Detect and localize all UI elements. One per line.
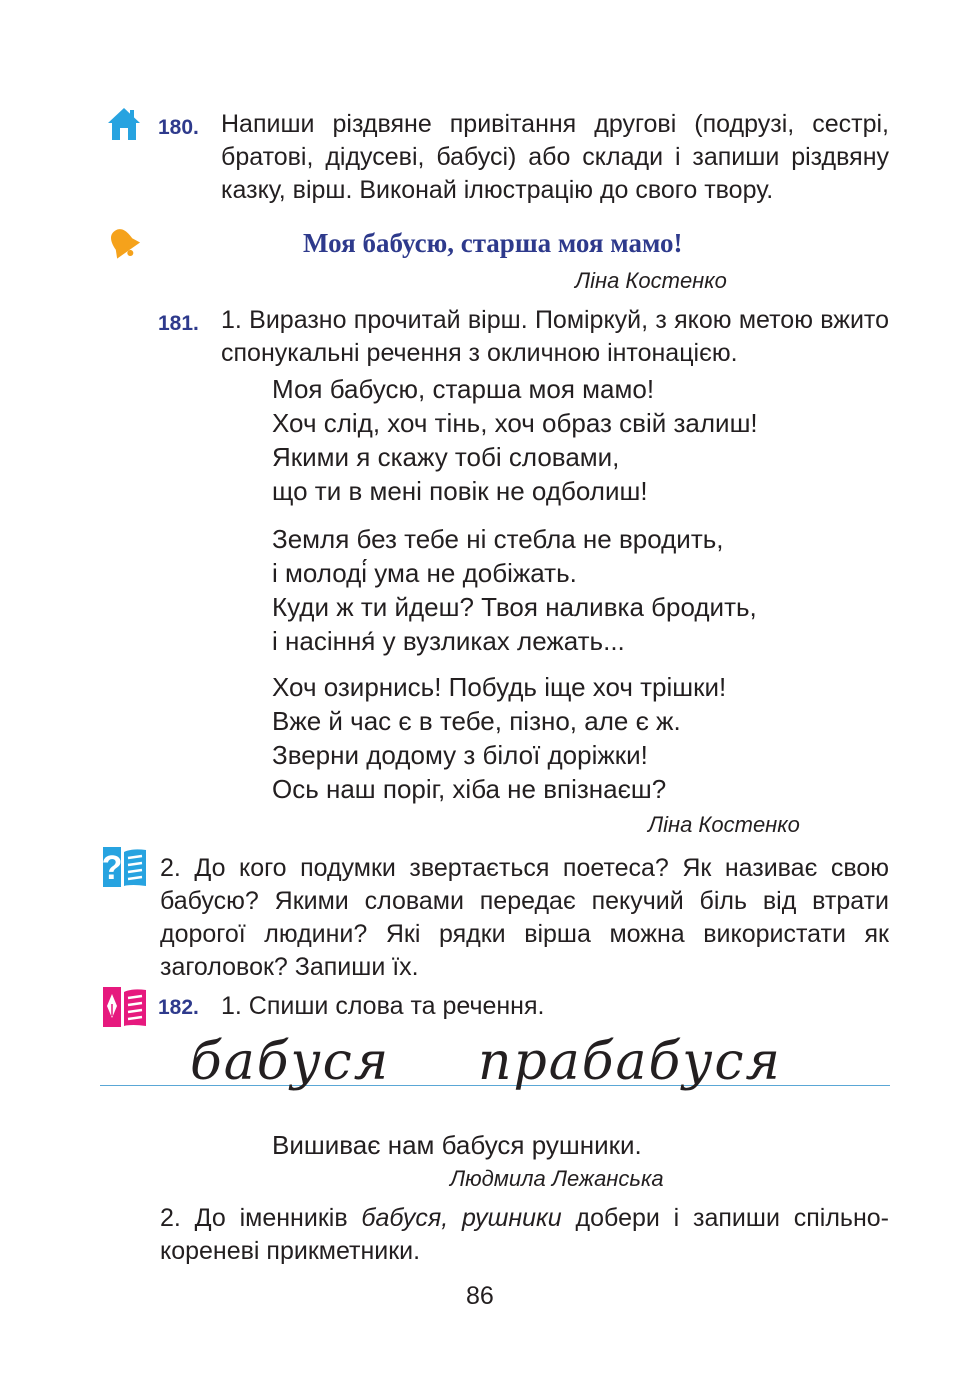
exercise-182-task1: 1. Спиши слова та речення.: [221, 992, 545, 1020]
poem-line: Земля без тебе ні стебла не вродить,: [272, 524, 724, 554]
poem-line: Якими я скажу тобі словами,: [272, 442, 620, 472]
poem-author: Ліна Костенко: [648, 812, 800, 837]
exercise-number-181: 181.: [158, 312, 199, 335]
poem-line: Вже й час є в тебе, пізно, але є ж.: [272, 706, 681, 736]
poem-line: Зверни додому з білої доріжки!: [272, 740, 648, 770]
example-sentence: Вишиває нам бабуся рушники.: [272, 1130, 642, 1160]
question-book-icon: [102, 846, 148, 888]
cursive-word-prababusia: прабабуся: [478, 1032, 782, 1092]
poem-line: Хоч слід, хоч тінь, хоч образ свій залиш!: [272, 408, 758, 438]
svg-text:?: ?: [102, 849, 123, 887]
poem-line: і молоді́ ума не добіжать.: [272, 558, 577, 588]
home-icon: [106, 106, 142, 142]
exercise-181-task2: 2. До кого подумки звертається поетеса? Як називає свою бабусю? Якими словами передає пекучий біль від втрати дорогої людини? Які рядки вірша можна використати як заголовок? Запиши їх.: [160, 854, 889, 981]
cursive-word-babusia: бабуся: [190, 1032, 391, 1092]
poem-title-author: Ліна Костенко: [575, 268, 727, 293]
pen-book-icon: [102, 986, 148, 1028]
poem-line: і насіння́ у вузликах лежать...: [272, 626, 625, 656]
poem-title: Моя бабусю, старша моя мамо!: [303, 228, 683, 258]
exercise-181-task1: 1. Виразно прочитай вірш. Поміркуй, з якою метою вжито спонукальні речення з окличною інтонацією.: [221, 306, 889, 367]
poem-stanza-1: [272, 372, 758, 508]
bell-icon: [104, 224, 144, 264]
sentence-author: Людмила Лежанська: [450, 1166, 664, 1191]
page-number: 86: [466, 1282, 494, 1310]
poem-stanza-2: [272, 522, 757, 658]
task2-end: добери і запиши спільно-кореневі прикметники.: [160, 1204, 889, 1265]
poem-line: Моя бабусю, старша моя мамо!: [272, 374, 655, 404]
poem-line: Куди ж ти йдеш? Твоя наливка бродить,: [272, 592, 757, 622]
poem-line: Хоч озирнись! Побудь іще хоч трішки!: [272, 672, 727, 702]
exercise-number-180: 180.: [158, 116, 199, 139]
task2-start: 2. До іменників: [160, 1204, 362, 1232]
poem-line: що ти в мені повік не одболиш!: [272, 476, 648, 506]
exercise-180-text: Напиши різдвяне привітання другові (подрузі, сестрі, братові, дідусеві, бабусі) або склади і запиши різдвяну казку, вірш. Виконай ілюстрацію до свого твору.: [221, 110, 889, 204]
exercise-182-task2: [160, 1202, 889, 1268]
poem-stanza-3: [272, 670, 726, 806]
exercise-number-182: 182.: [158, 996, 199, 1019]
poem-line: Ось наш поріг, хіба не впізнаєш?: [272, 774, 667, 804]
task2-words: бабуся, рушники: [361, 1204, 562, 1232]
